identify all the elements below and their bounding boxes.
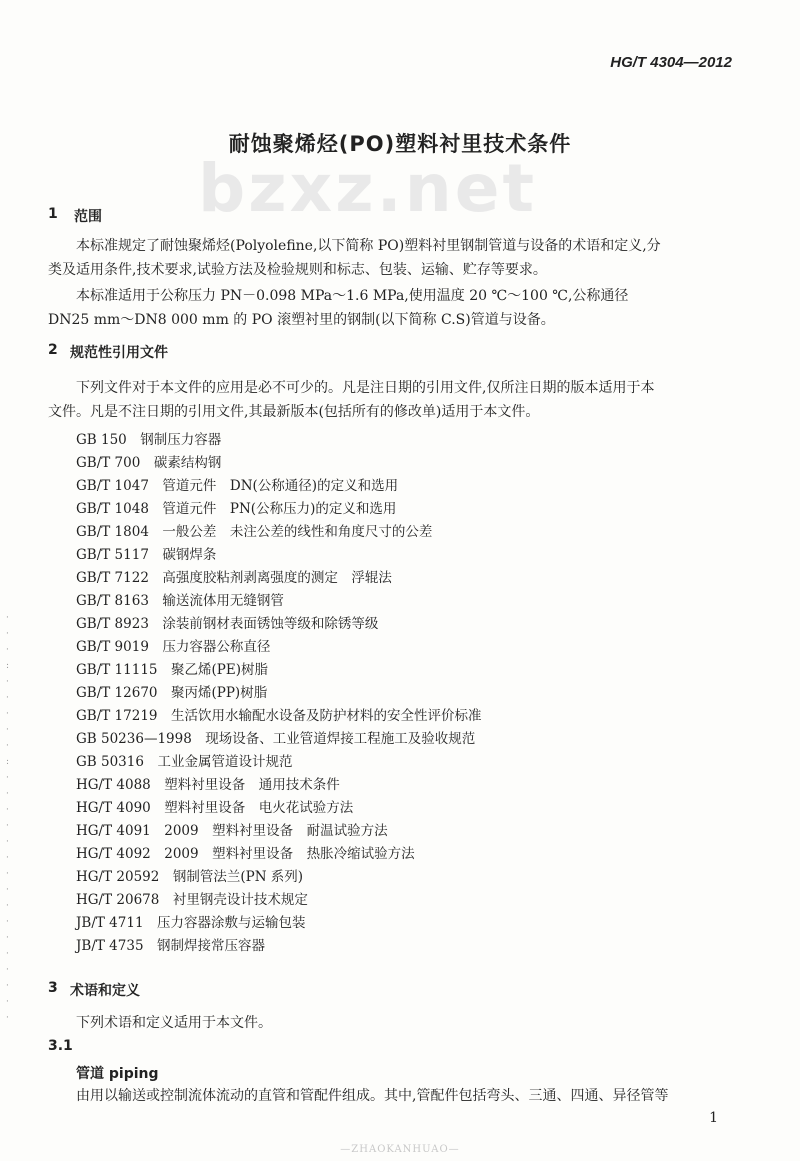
section-1-para1-line1: 本标准规定了耐蚀聚烯烃(Polyolefine,以下简称 PO)塑料衬里钢制管道与设备的术语和定义,分 xyxy=(76,238,661,254)
reference-item: HG/T 20592 钢制管法兰(PN 系列) xyxy=(76,869,304,885)
section-3-intro: 下列术语和定义适用于本文件。 xyxy=(76,1015,272,1031)
section-2-intro-line2: 文件。凡是不注日期的引用文件,其最新版本(包括所有的修改单)适用于本文件。 xyxy=(48,404,540,420)
reference-item: JB/T 4711 压力容器涂敷与运输包装 xyxy=(76,915,306,931)
reference-item: GB 50316 工业金属管道设计规范 xyxy=(76,754,293,770)
section-1-para1-line2: 类及适用条件,技术要求,试验方法及检验规则和标志、包装、运输、贮存等要求。 xyxy=(48,262,547,278)
standard-code: HG/T 4304—2012 xyxy=(610,54,732,71)
section-2-heading: 规范性引用文件 xyxy=(70,345,168,361)
reference-item: HG/T 4092 2009 塑料衬里设备 热胀冷缩试验方法 xyxy=(76,846,415,862)
reference-item: GB/T 7122 高强度胶粘剂剥离强度的测定 浮辊法 xyxy=(76,570,392,586)
term-definition: 由用以输送或控制流体流动的直管和管配件组成。其中,管配件包括弯头、三通、四通、异径管等 xyxy=(76,1088,669,1104)
section-1-para2-line1: 本标准适用于公称压力 PN－0.098 MPa～1.6 MPa,使用温度 20 ℃～100 ℃,公称通径 xyxy=(76,288,629,304)
reference-item: GB/T 12670 聚丙烯(PP)树脂 xyxy=(76,685,268,701)
section-1-para2-line2: DN25 mm～DN8 000 mm 的 PO 滚塑衬里的钢制(以下简称 C.S)管道与设备。 xyxy=(48,312,555,328)
section-3-heading: 术语和定义 xyxy=(70,983,140,999)
reference-item: GB/T 1047 管道元件 DN(公称通径)的定义和选用 xyxy=(76,478,399,494)
reference-item: HG/T 20678 衬里钢壳设计技术规定 xyxy=(76,892,308,908)
reference-item: JB/T 4735 钢制焊接常压容器 xyxy=(76,938,266,954)
subsection-number: 3.1 xyxy=(48,1038,73,1054)
reference-item: GB 50236—1998 现场设备、工业管道焊接工程施工及验收规范 xyxy=(76,731,476,747)
reference-item: GB 150 钢制压力容器 xyxy=(76,432,222,448)
reference-item: HG/T 4088 塑料衬里设备 通用技术条件 xyxy=(76,777,340,793)
watermark: bzxz.net xyxy=(198,150,538,227)
term-heading: 管道 piping xyxy=(76,1066,159,1082)
section-2-intro-line1: 下列文件对于本文件的应用是必不可少的。凡是注日期的引用文件,仅所注日期的版本适用于本 xyxy=(76,380,655,396)
reference-item: HG/T 4090 塑料衬里设备 电火花试验方法 xyxy=(76,800,354,816)
section-3-number: 3 xyxy=(48,980,58,996)
footer-watermark: —ZHAOKANHUAO— xyxy=(340,1144,460,1155)
reference-item: GB/T 700 碳素结构钢 xyxy=(76,455,222,471)
reference-item: GB/T 5117 碳钢焊条 xyxy=(76,547,217,563)
scan-margin-marks: · · · : · · · · · : · · · · · · · · · · · · · · · · xyxy=(6,613,10,1023)
reference-item: HG/T 4091 2009 塑料衬里设备 耐温试验方法 xyxy=(76,823,388,839)
section-1-heading: 范围 xyxy=(74,209,102,225)
reference-item: GB/T 8163 输送流体用无缝钢管 xyxy=(76,593,284,609)
reference-item: GB/T 1804 一般公差 未注公差的线性和角度尺寸的公差 xyxy=(76,524,433,540)
reference-item: GB/T 8923 涂装前钢材表面锈蚀等级和除锈等级 xyxy=(76,616,379,632)
page-number: 1 xyxy=(709,1110,718,1126)
section-2-number: 2 xyxy=(48,342,58,358)
reference-item: GB/T 9019 压力容器公称直径 xyxy=(76,639,271,655)
reference-item: GB/T 11115 聚乙烯(PE)树脂 xyxy=(76,662,268,678)
reference-item: GB/T 17219 生活饮用水输配水设备及防护材料的安全性评价标准 xyxy=(76,708,482,724)
document-title: 耐蚀聚烯烃(PO)塑料衬里技术条件 xyxy=(228,132,572,156)
section-1-number: 1 xyxy=(48,206,58,222)
reference-item: GB/T 1048 管道元件 PN(公称压力)的定义和选用 xyxy=(76,501,397,517)
